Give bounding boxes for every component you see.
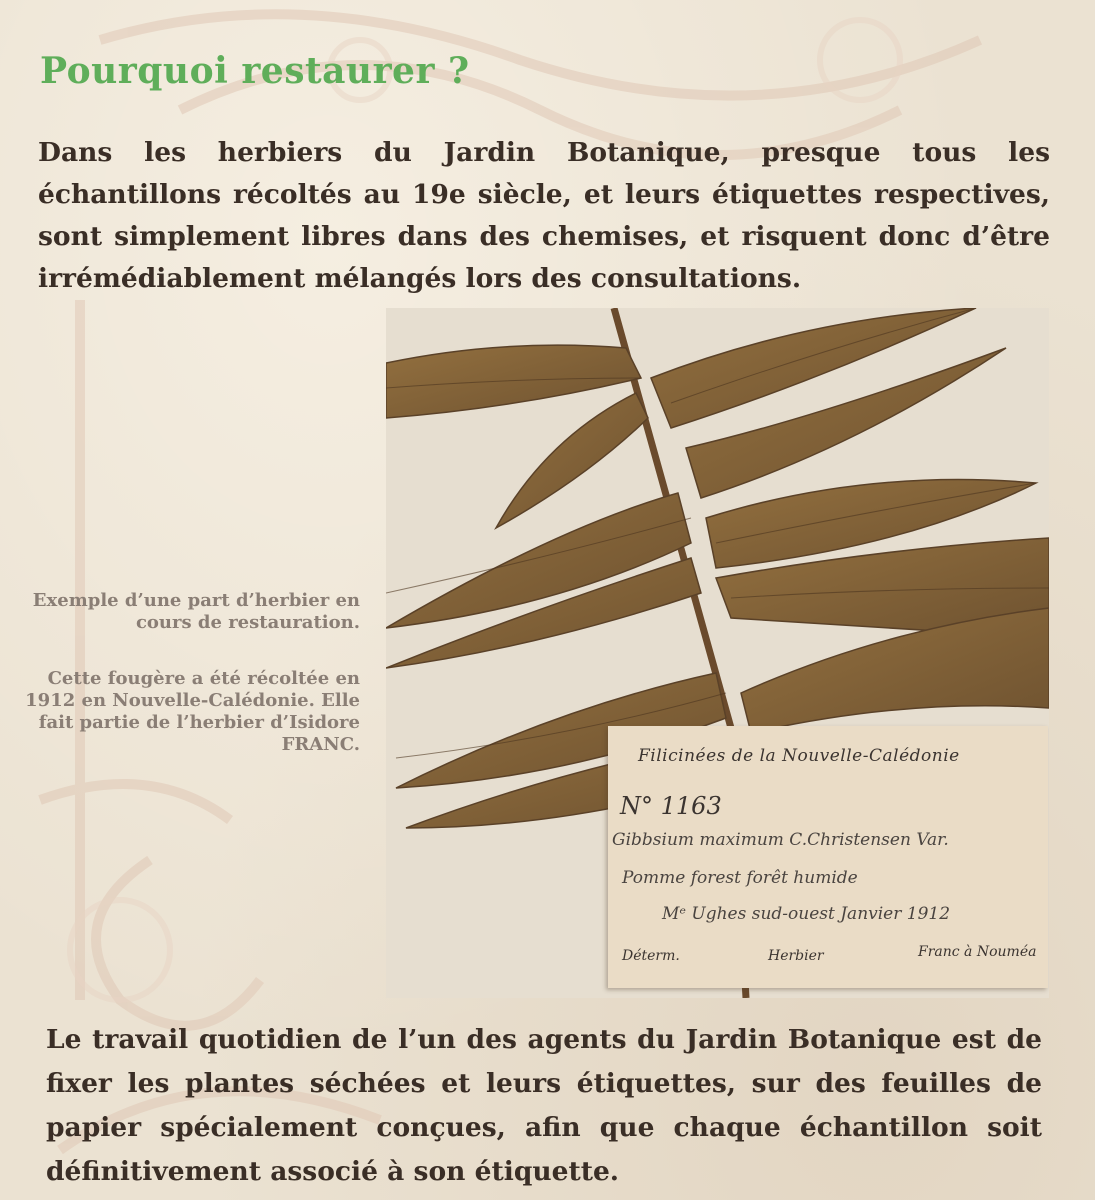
photo-caption-details: Cette fougère a été récoltée en 1912 en Nouvelle-Calédonie. Elle fait partie de l’herbier d’Isidore FRANC. [25,668,360,755]
label-determ: Déterm. [622,948,680,964]
label-heading: Filicinées de la Nouvelle-Calédonie [638,746,960,766]
label-handwriting-line: Pomme forest forêt humide [622,868,858,888]
herbarium-specimen-photo [386,308,1049,998]
label-franc: Franc à Nouméa [918,944,1037,960]
label-herbier: Herbier [768,948,824,964]
outro-paragraph: Le travail quotidien de l’un des agents du Jardin Botanique est de fixer les plantes séchées et leurs étiquettes, sur des feuilles de papier spécialement conçues, afin que chaque échantillon soit définitivement associé à son étiquette. [46,1024,1042,1187]
herbarium-label [608,726,1048,988]
intro-paragraph: Dans les herbiers du Jardin Botanique, presque tous les échantillons récoltés au 19e siècle, et leurs étiquettes respectives, sont simplement libres dans des chemises, et risquent donc d’être irrémédiablement mélangés lors des consultations. [38,137,1050,294]
photo-caption-example: Exemple d’une part d’herbier en cours de restauration. [32,590,360,633]
label-number: N° 1163 [620,792,722,820]
panel-title: Pourquoi restaurer ? [40,50,470,92]
label-handwriting-line: Mᵉ Ughes sud-ouest Janvier 1912 [662,904,951,924]
label-handwriting-line: Gibbsium maximum C.Christensen Var. [612,830,949,850]
